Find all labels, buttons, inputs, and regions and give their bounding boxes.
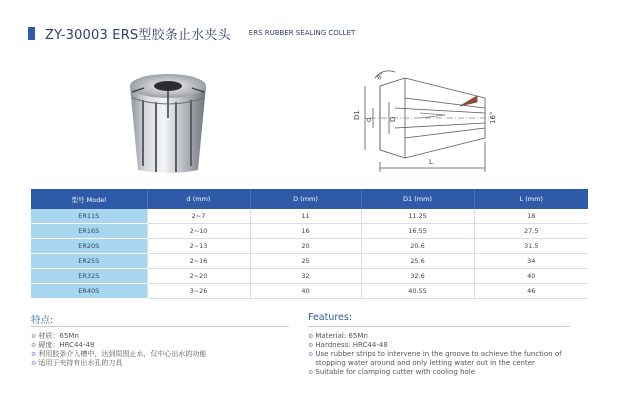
feature-text: 利用胶条介入槽中，达到周围止水，仅中心出水的功能: [38, 350, 207, 358]
cell-d: 2~7: [147, 209, 250, 224]
col-header-model: 型号 Model: [31, 189, 147, 209]
cell-d1: 20.6: [361, 239, 474, 254]
cell-big-d: 25: [250, 254, 361, 269]
cell-big-d: 16: [250, 224, 361, 239]
list-item: [31, 341, 291, 350]
cell-l: 34: [474, 254, 588, 269]
gear-bullet-icon: ⚙: [308, 333, 314, 340]
cell-d1: 16.55: [361, 224, 474, 239]
feature-text: Hardness: HRC44-48: [315, 341, 388, 349]
dim-d-label: d: [365, 117, 373, 122]
cell-big-d: 20: [250, 239, 361, 254]
table-row: [31, 254, 588, 269]
table-row: [31, 239, 588, 254]
cell-l: 18: [474, 209, 588, 224]
feature-text: 材质：65Mn: [38, 332, 79, 340]
cell-big-d: 32: [250, 269, 361, 284]
table-row: [31, 224, 588, 239]
table-row: [31, 209, 588, 224]
dim-big-d-label: D: [389, 116, 397, 122]
gear-bullet-icon: ⚙: [31, 342, 37, 349]
page-subtitle: ERS RUBBER SEALING COLLET: [248, 29, 356, 37]
cell-l: 27.5: [474, 224, 588, 239]
cell-model: ER11S: [31, 209, 147, 224]
cell-model: ER20S: [31, 239, 147, 254]
collet-photo: [118, 58, 218, 178]
list-item: [31, 359, 291, 368]
cell-d: 2~10: [147, 224, 250, 239]
angle-8-label: 8°: [375, 71, 386, 82]
features-cn-divider: [31, 326, 289, 327]
gear-bullet-icon: ⚙: [31, 333, 37, 340]
feature-text: Suitable for clamping cutter with cooling hole: [315, 368, 476, 376]
features-cn-title: 特点:: [31, 315, 54, 326]
col-header-l: L (mm): [474, 189, 588, 209]
cell-model: ER16S: [31, 224, 147, 239]
cell-model: ER40S: [31, 284, 147, 299]
cell-model: ER32S: [31, 269, 147, 284]
feature-text: 硬度：HRC44-48: [38, 341, 95, 349]
cell-l: 31.5: [474, 239, 588, 254]
spec-table: [31, 189, 588, 299]
list-item: [31, 350, 291, 359]
cell-d: 2~16: [147, 254, 250, 269]
list-item: [308, 332, 578, 341]
title-accent-bar: [28, 27, 35, 40]
gear-bullet-icon: ⚙: [308, 369, 314, 376]
cell-d1: 40.55: [361, 284, 474, 299]
feature-text: Material: 65Mn: [315, 332, 368, 340]
features-en-title: Features:: [308, 312, 353, 323]
gear-bullet-icon: ⚙: [308, 351, 314, 358]
cell-d: 2~20: [147, 269, 250, 284]
cell-big-d: 40: [250, 284, 361, 299]
gear-bullet-icon: ⚙: [31, 351, 37, 358]
gear-bullet-icon: ⚙: [31, 360, 37, 367]
table-row: [31, 284, 588, 299]
features-en-list: [308, 332, 578, 377]
features-cn-list: [31, 332, 291, 368]
list-item: [31, 332, 291, 341]
features-en-divider: [308, 326, 570, 327]
angle-16-label: 16°: [489, 111, 497, 124]
list-item: [308, 350, 578, 368]
dim-l-label: L: [429, 158, 433, 166]
gear-bullet-icon: ⚙: [308, 342, 314, 349]
cell-d1: 11.25: [361, 209, 474, 224]
list-item: [308, 341, 578, 350]
cell-l: 46: [474, 284, 588, 299]
cell-d: 3~26: [147, 284, 250, 299]
cell-d1: 32.6: [361, 269, 474, 284]
feature-text: Use rubber strips to intervene in the groove to achieve the function of stopping water around and only letting water out in the center: [315, 350, 562, 367]
col-header-d1: D1 (mm): [361, 189, 474, 209]
page-title: ZY-30003 ERS型胶条止水夹头: [45, 27, 231, 43]
list-item: [308, 368, 578, 377]
cell-model: ER25S: [31, 254, 147, 269]
cell-l: 40: [474, 269, 588, 284]
dim-d1-label: D1: [353, 110, 361, 120]
table-row: [31, 269, 588, 284]
col-header-d: d (mm): [147, 189, 250, 209]
feature-text: 适用于夹持有出水孔的刀具: [38, 359, 123, 367]
table-header-row: [31, 189, 588, 209]
collet-technical-drawing: [345, 58, 515, 178]
cell-d1: 25.6: [361, 254, 474, 269]
col-header-big-d: D (mm): [250, 189, 361, 209]
cell-big-d: 11: [250, 209, 361, 224]
cell-d: 2~13: [147, 239, 250, 254]
header: [28, 24, 355, 42]
